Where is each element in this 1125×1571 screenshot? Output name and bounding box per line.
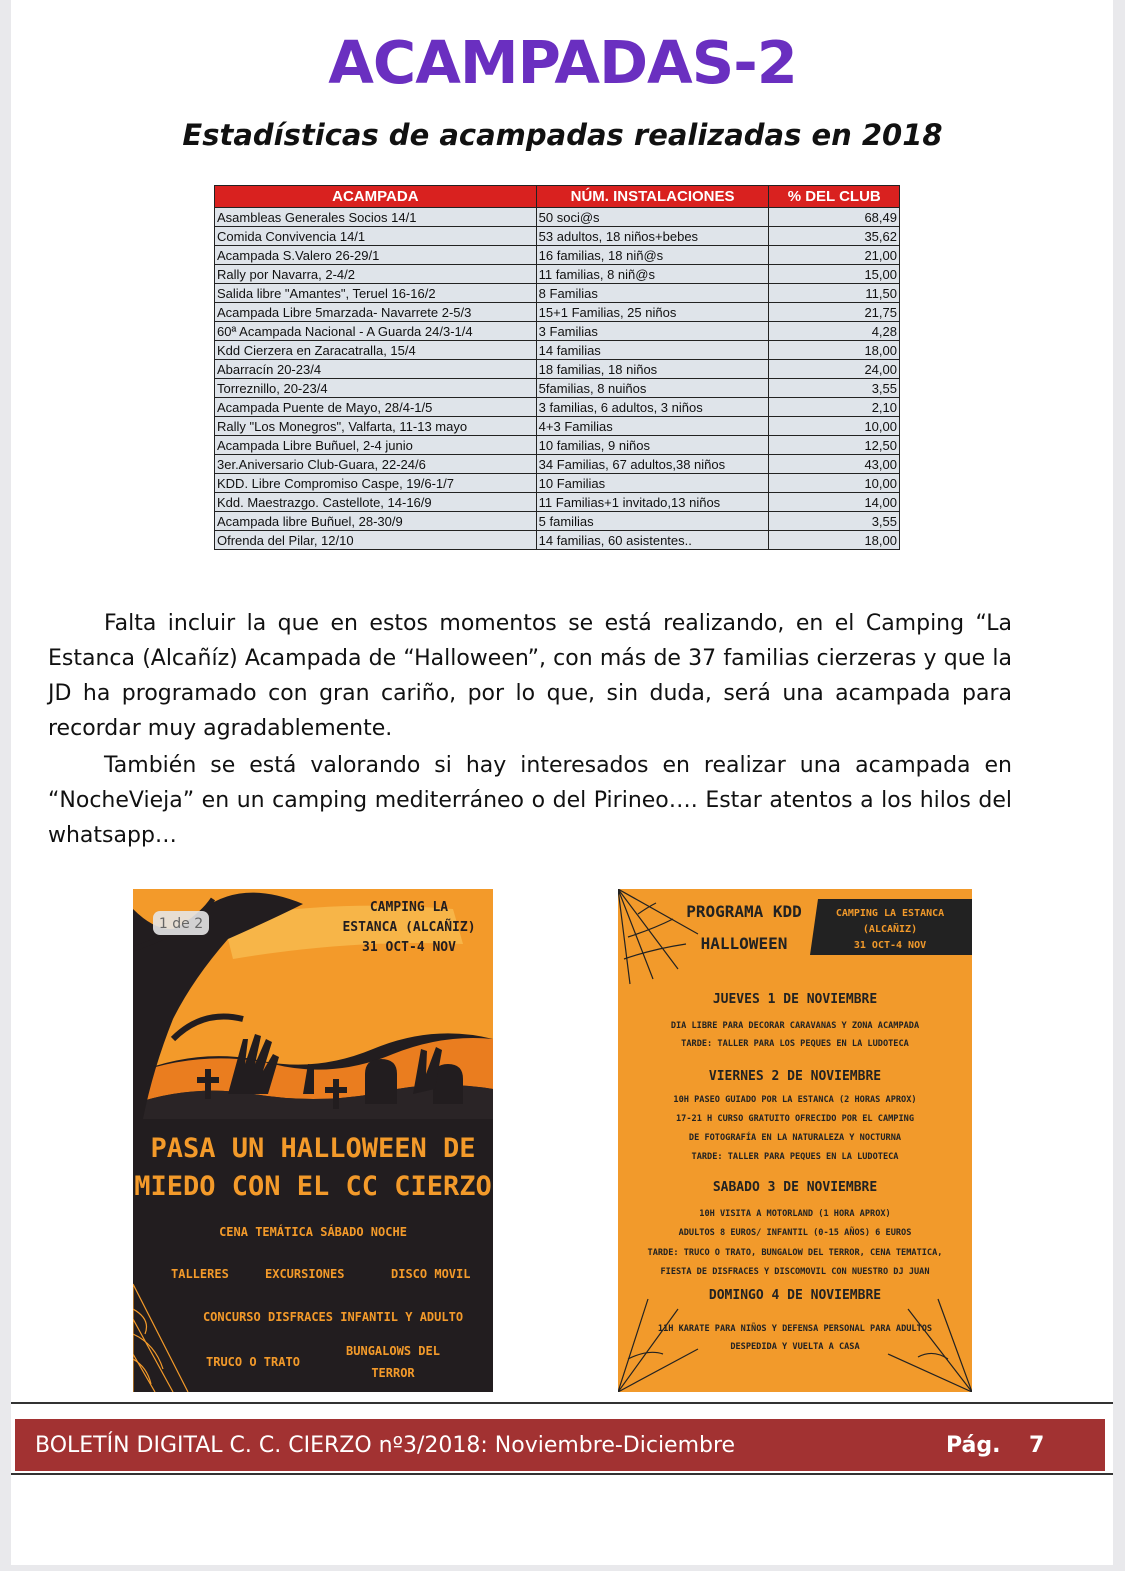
instalaciones-cell: 5 familias bbox=[536, 512, 769, 531]
poster1-excursiones: EXCURSIONES bbox=[265, 1267, 345, 1281]
paragraph-2: También se está valorando si hay interesados en realizar una acampada en “NocheVieja” en un camping mediterráneo o del Pirineo…. Estar atentos a los hilos del whatsapp… bbox=[48, 753, 1012, 848]
acampada-cell: 3er.Aniversario Club-Guara, 22-24/6 bbox=[215, 455, 537, 474]
table-header-row bbox=[215, 186, 900, 208]
poster1-camping-line-2: ESTANCA (ALCAÑIZ) bbox=[342, 920, 476, 935]
acampada-cell: Acampada libre Buñuel, 28-30/9 bbox=[215, 512, 537, 531]
porcentaje-cell: 10,00 bbox=[769, 474, 900, 493]
table-row bbox=[215, 455, 900, 474]
porcentaje-cell: 4,28 bbox=[769, 322, 900, 341]
program-line: TARDE: TRUCO O TRATO, BUNGALOW DEL TERROR, CENA TEMATICA, bbox=[647, 1248, 943, 1258]
porcentaje-cell: 24,00 bbox=[769, 360, 900, 379]
table-row bbox=[215, 379, 900, 398]
instalaciones-cell: 11 Familias+1 invitado,13 niños bbox=[536, 493, 769, 512]
porcentaje-cell: 10,00 bbox=[769, 417, 900, 436]
poster1-headline-line-1: PASA UN HALLOWEEN DE bbox=[150, 1133, 476, 1164]
acampada-cell: Rally por Navarra, 2-4/2 bbox=[215, 265, 537, 284]
acampada-cell: Acampada Libre Buñuel, 2-4 junio bbox=[215, 436, 537, 455]
porcentaje-cell: 18,00 bbox=[769, 531, 900, 550]
paragraph-1: Falta incluir la que en estos momentos se está realizando, en el Camping “La Estanca (Alcañíz) Acampada de “Halloween”, con más de 37 familias cierzeras y que la JD ha programado con gran cariño, por lo que, sin duda, será una acampada para recordar muy agradablemente. bbox=[48, 611, 1012, 741]
porcentaje-cell: 14,00 bbox=[769, 493, 900, 512]
footer-page-number: 7 bbox=[1029, 1433, 1045, 1458]
table-row bbox=[215, 322, 900, 341]
instalaciones-cell: 14 familias bbox=[536, 341, 769, 360]
program-line: ADULTOS 8 EUROS/ INFANTIL (0-15 AÑOS) 6 EUROS bbox=[678, 1228, 912, 1238]
program-line: DE FOTOGRAFÍA EN LA NATURALEZA Y NOCTURNA bbox=[688, 1133, 902, 1143]
table-row bbox=[215, 360, 900, 379]
porcentaje-cell: 21,75 bbox=[769, 303, 900, 322]
porcentaje-cell: 11,50 bbox=[769, 284, 900, 303]
instalaciones-cell: 18 familias, 18 niños bbox=[536, 360, 769, 379]
poster-page-badge: 1 de 2 bbox=[158, 916, 204, 932]
porcentaje-cell: 12,50 bbox=[769, 436, 900, 455]
table-row bbox=[215, 265, 900, 284]
program-line: DIA LIBRE PARA DECORAR CARAVANAS Y ZONA ACAMPADA bbox=[670, 1021, 920, 1031]
poster1-bungalows-line-2: TERROR bbox=[371, 1366, 415, 1380]
table-row bbox=[215, 493, 900, 512]
acampada-cell: Asambleas Generales Socios 14/1 bbox=[215, 208, 537, 227]
programa-kdd-image bbox=[618, 889, 972, 1392]
poster1-camping-line-3: 31 OCT-4 NOV bbox=[362, 940, 456, 955]
poster2-box-line-2: (ALCAÑIZ) bbox=[862, 924, 918, 935]
table-row bbox=[215, 208, 900, 227]
halloween-poster-image bbox=[133, 889, 493, 1392]
poster1-headline-line-2: MIEDO CON EL CC CIERZO bbox=[134, 1171, 492, 1202]
table-row bbox=[215, 303, 900, 322]
poster1-talleres: TALLERES bbox=[171, 1267, 229, 1281]
acampada-cell: Rally "Los Monegros", Valfarta, 11-13 mayo bbox=[215, 417, 537, 436]
instalaciones-cell: 14 familias, 60 asistentes.. bbox=[536, 531, 769, 550]
table-row bbox=[215, 531, 900, 550]
table-row bbox=[215, 227, 900, 246]
page-subtitle: Estadísticas de acampadas realizadas en 2018 bbox=[182, 118, 943, 152]
acampada-cell: Acampada S.Valero 26-29/1 bbox=[215, 246, 537, 265]
header-instalaciones: NÚM. INSTALACIONES bbox=[536, 186, 769, 208]
footer-page-label: Pág. bbox=[946, 1433, 1001, 1458]
porcentaje-cell: 3,55 bbox=[769, 512, 900, 531]
acampada-cell: Acampada Puente de Mayo, 28/4-1/5 bbox=[215, 398, 537, 417]
poster1-disco: DISCO MOVIL bbox=[391, 1267, 471, 1281]
porcentaje-cell: 2,10 bbox=[769, 398, 900, 417]
acampada-cell: Comida Convivencia 14/1 bbox=[215, 227, 537, 246]
acampada-cell: Acampada Libre 5marzada- Navarrete 2-5/3 bbox=[215, 303, 537, 322]
program-line: DESPEDIDA Y VUELTA A CASA bbox=[730, 1342, 860, 1352]
program-line: 11H KARATE PARA NIÑOS Y DEFENSA PERSONAL PARA ADULTOS bbox=[657, 1324, 933, 1334]
table-row bbox=[215, 341, 900, 360]
acampada-cell: Torreznillo, 20-23/4 bbox=[215, 379, 537, 398]
instalaciones-cell: 8 Familias bbox=[536, 284, 769, 303]
instalaciones-cell: 3 familias, 6 adultos, 3 niños bbox=[536, 398, 769, 417]
program-day-heading: SABADO 3 DE NOVIEMBRE bbox=[712, 1180, 878, 1195]
acampada-cell: Ofrenda del Pilar, 12/10 bbox=[215, 531, 537, 550]
porcentaje-cell: 21,00 bbox=[769, 246, 900, 265]
program-line: 17-21 H CURSO GRATUITO OFRECIDO POR EL CAMPING bbox=[676, 1114, 914, 1124]
porcentaje-cell: 43,00 bbox=[769, 455, 900, 474]
footer-text: BOLETÍN DIGITAL C. C. CIERZO nº3/2018: Noviembre-Diciembre bbox=[35, 1433, 736, 1458]
instalaciones-cell: 10 familias, 9 niños bbox=[536, 436, 769, 455]
program-day-heading: JUEVES 1 DE NOVIEMBRE bbox=[712, 992, 878, 1007]
table-row bbox=[215, 436, 900, 455]
footer-bar bbox=[15, 1419, 1105, 1471]
poster1-camping-line-1: CAMPING LA bbox=[369, 900, 449, 915]
table-body bbox=[215, 208, 900, 550]
poster1-truco: TRUCO O TRATO bbox=[206, 1355, 300, 1369]
footer-bottom-line bbox=[11, 1473, 1113, 1475]
program-line: 10H PASEO GUIADO POR LA ESTANCA (2 HORAS APROX) bbox=[673, 1095, 917, 1105]
header-porcentaje: % DEL CLUB bbox=[769, 186, 900, 208]
table-row bbox=[215, 474, 900, 493]
poster1-bungalows-line-1: BUNGALOWS DEL bbox=[346, 1344, 440, 1358]
program-line: 10H VISITA A MOTORLAND (1 HORA APROX) bbox=[699, 1209, 891, 1219]
acampada-cell: 60ª Acampada Nacional - A Guarda 24/3-1/4 bbox=[215, 322, 537, 341]
program-day-heading: VIERNES 2 DE NOVIEMBRE bbox=[708, 1069, 882, 1084]
instalaciones-cell: 53 adultos, 18 niños+bebes bbox=[536, 227, 769, 246]
acampada-cell: KDD. Libre Compromiso Caspe, 19/6-1/7 bbox=[215, 474, 537, 493]
table-row bbox=[215, 246, 900, 265]
program-line: TARDE: TALLER PARA PEQUES EN LA LUDOTECA bbox=[691, 1152, 899, 1162]
program-day-heading: DOMINGO 4 DE NOVIEMBRE bbox=[708, 1288, 882, 1303]
poster2-box-line-1: CAMPING LA ESTANCA bbox=[835, 908, 945, 919]
acampada-cell: Kdd. Maestrazgo. Castellote, 14-16/9 bbox=[215, 493, 537, 512]
poster1-concurso: CONCURSO DISFRACES INFANTIL Y ADULTO bbox=[202, 1310, 464, 1324]
porcentaje-cell: 15,00 bbox=[769, 265, 900, 284]
acampada-cell: Abarracín 20-23/4 bbox=[215, 360, 537, 379]
program-line: TARDE: TALLER PARA LOS PEQUES EN LA LUDOTECA bbox=[681, 1039, 909, 1049]
porcentaje-cell: 3,55 bbox=[769, 379, 900, 398]
table-row bbox=[215, 417, 900, 436]
program-line: FIESTA DE DISFRACES Y DISCOMOVIL CON NUESTRO DJ JUAN bbox=[660, 1267, 930, 1277]
poster2-title-line-2: HALLOWEEN bbox=[700, 934, 788, 953]
instalaciones-cell: 16 familias, 18 niñ@s bbox=[536, 246, 769, 265]
instalaciones-cell: 11 familias, 8 niñ@s bbox=[536, 265, 769, 284]
instalaciones-cell: 34 Familias, 67 adultos,38 niños bbox=[536, 455, 769, 474]
instalaciones-cell: 5familias, 8 nuiños bbox=[536, 379, 769, 398]
footer-top-line bbox=[11, 1402, 1113, 1404]
table-row bbox=[215, 512, 900, 531]
instalaciones-cell: 50 soci@s bbox=[536, 208, 769, 227]
acampada-cell: Salida libre "Amantes", Teruel 16-16/2 bbox=[215, 284, 537, 303]
instalaciones-cell: 15+1 Familias, 25 niños bbox=[536, 303, 769, 322]
poster1-cena: CENA TEMÁTICA SÁBADO NOCHE bbox=[219, 1225, 407, 1239]
porcentaje-cell: 68,49 bbox=[769, 208, 900, 227]
poster2-box-line-3: 31 OCT-4 NOV bbox=[853, 940, 927, 951]
porcentaje-cell: 18,00 bbox=[769, 341, 900, 360]
instalaciones-cell: 3 Familias bbox=[536, 322, 769, 341]
poster2-title-line-1: PROGRAMA KDD bbox=[686, 902, 802, 921]
table-row bbox=[215, 284, 900, 303]
instalaciones-cell: 4+3 Familias bbox=[536, 417, 769, 436]
table-row bbox=[215, 398, 900, 417]
porcentaje-cell: 35,62 bbox=[769, 227, 900, 246]
header-acampada: ACAMPADA bbox=[215, 186, 537, 208]
instalaciones-cell: 10 Familias bbox=[536, 474, 769, 493]
acampada-cell: Kdd Cierzera en Zaracatralla, 15/4 bbox=[215, 341, 537, 360]
page-title: ACAMPADAS-2 bbox=[328, 28, 797, 97]
stats-table bbox=[214, 185, 900, 550]
